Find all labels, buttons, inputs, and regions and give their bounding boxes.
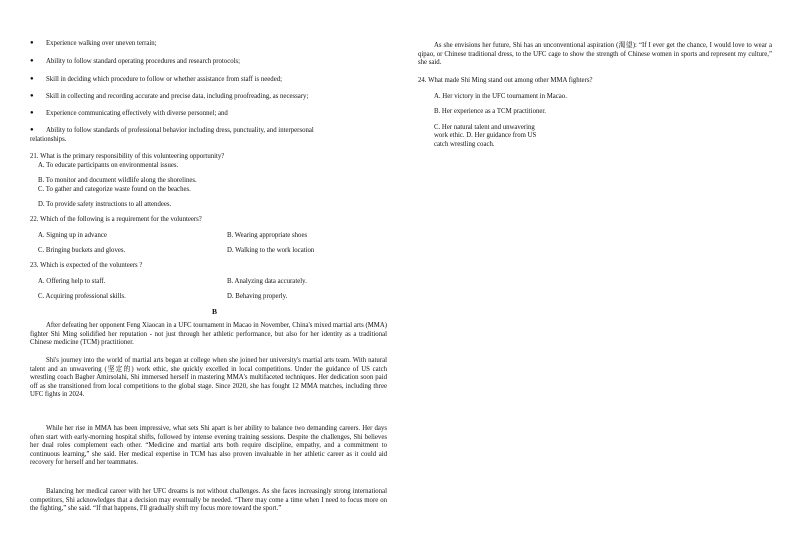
question-text: 24. What made Shi Ming stand out among other MMA fighters? [418, 77, 593, 84]
question-text: 21. What is the primary responsibility of this volunteering opportunity? [30, 153, 225, 160]
passage-paragraph: While her rise in MMA has been impressive, what sets Shi apart is her ability to balance two demanding careers. Her days often start with early-morning hospital shifts, followed by intense evening training sessions. Despite the challenges, Shi believes her dual roles complement each other. “Medicine and martial arts both require discipline, empathy, and a commitment to continuous learning,” she said. Her medical expertise in TCM has also proven invaluable in her athletic career as it could aid recovery for herself and her teammates. [30, 425, 387, 467]
passage-paragraph: After defeating her opponent Feng Xiaocan in a UFC tournament in Macao in November, China's mixed martial arts (MMA) fighter Shi Ming solidified her reputation - not just through her athletic performance, but also for her identity as a traditional Chinese medicine (TCM) practitioner. [30, 322, 387, 347]
list-item: Experience communicating effectively with diverse personnel; and [46, 110, 228, 117]
list-item: Experience walking over uneven terrain; [46, 40, 157, 47]
list-item: Skill in deciding which procedure to follow or whether assistance from staff is needed; [46, 76, 283, 83]
option-d: D. Behaving properly. [227, 293, 288, 300]
bullet-icon: ● [30, 76, 34, 82]
bullet-icon: ● [30, 58, 34, 64]
option-b: B. Wearing appropriate shoes [227, 232, 308, 239]
list-item: Ability to follow standard operating procedures and research protocols; [46, 58, 241, 65]
passage-paragraph: Balancing her medical career with her UFC dreams is not without challenges. As she faces increasingly strong international competitors, Shi acknowledges that a decision may eventually be needed. “There may come a time when I need to focus more on the fighting,” she said. “If that happens, I'll gradually shift my focus more toward the sport.” [30, 488, 387, 513]
option-a: A. To educate participants on environmental issues. [38, 162, 179, 169]
question-text: 23. Which is expected of the volunteers ? [30, 262, 143, 269]
option-d-tail: catch wrestling coach. [434, 141, 495, 148]
question-text: 22. Which of the following is a requirement for the volunteers? [30, 216, 202, 223]
bullet-icon: ● [30, 127, 34, 133]
option-c-d-line: work ethic. D. Her guidance from US [434, 132, 537, 139]
option-c: C. Her natural talent and unwavering [434, 124, 535, 131]
option-d: D. Walking to the work location [227, 247, 315, 254]
option-b: B. Her experience as a TCM practitioner. [434, 108, 546, 115]
list-item: Ability to follow standards of professional behavior including dress, punctuality, and interpersonal [46, 127, 314, 134]
option-c: C. Bringing buckets and gloves. [38, 247, 126, 254]
list-item-continuation: relationships. [30, 136, 67, 143]
bullet-icon: ● [30, 110, 34, 116]
section-heading: B [212, 307, 218, 316]
list-item: Skill in collecting and recording accurate and precise data, including proofreading, as necessary; [46, 93, 309, 100]
bullet-icon: ● [30, 40, 34, 46]
option-d: D. To provide safety instructions to all attendees. [38, 201, 172, 208]
passage-paragraph: Shi's journey into the world of martial arts began at college when she joined her university's martial arts team. With natural talent and an unwavering (坚定的) work ethic, she quickly excelled in local competitions. Under the guidance of US catch wrestling coach Bagher Amirsolahi, Shi immersed herself in mastering MMA's multifaceted techniques. Her dedication soon paid off as she transitioned from local competitions to the global stage. Since 2020, she has fought 12 MMA matches, including three UFC fights in 2024. [30, 357, 387, 399]
option-c: C. Acquiring professional skills. [38, 293, 126, 300]
passage-paragraph: As she envisions her future, Shi has an unconventional aspiration (渴望): “If I ever get the chance, I would love to wear a qipao, or Chinese traditional dress, to the UFC cage to show the strength of Chinese women in sports and represent my culture,” she said. [418, 42, 772, 67]
option-a: A. Signing up in advance [38, 232, 107, 239]
option-c: C. To gather and categorize waste found on the beaches. [38, 186, 191, 193]
option-a: A. Her victory in the UFC tournament in Macao. [434, 93, 567, 100]
option-a: A. Offering help to staff. [38, 278, 106, 285]
option-b: B. Analyzing data accurately. [227, 278, 307, 285]
bullet-icon: ● [30, 93, 34, 99]
option-b: B. To monitor and document wildlife along the shorelines. [38, 177, 197, 184]
